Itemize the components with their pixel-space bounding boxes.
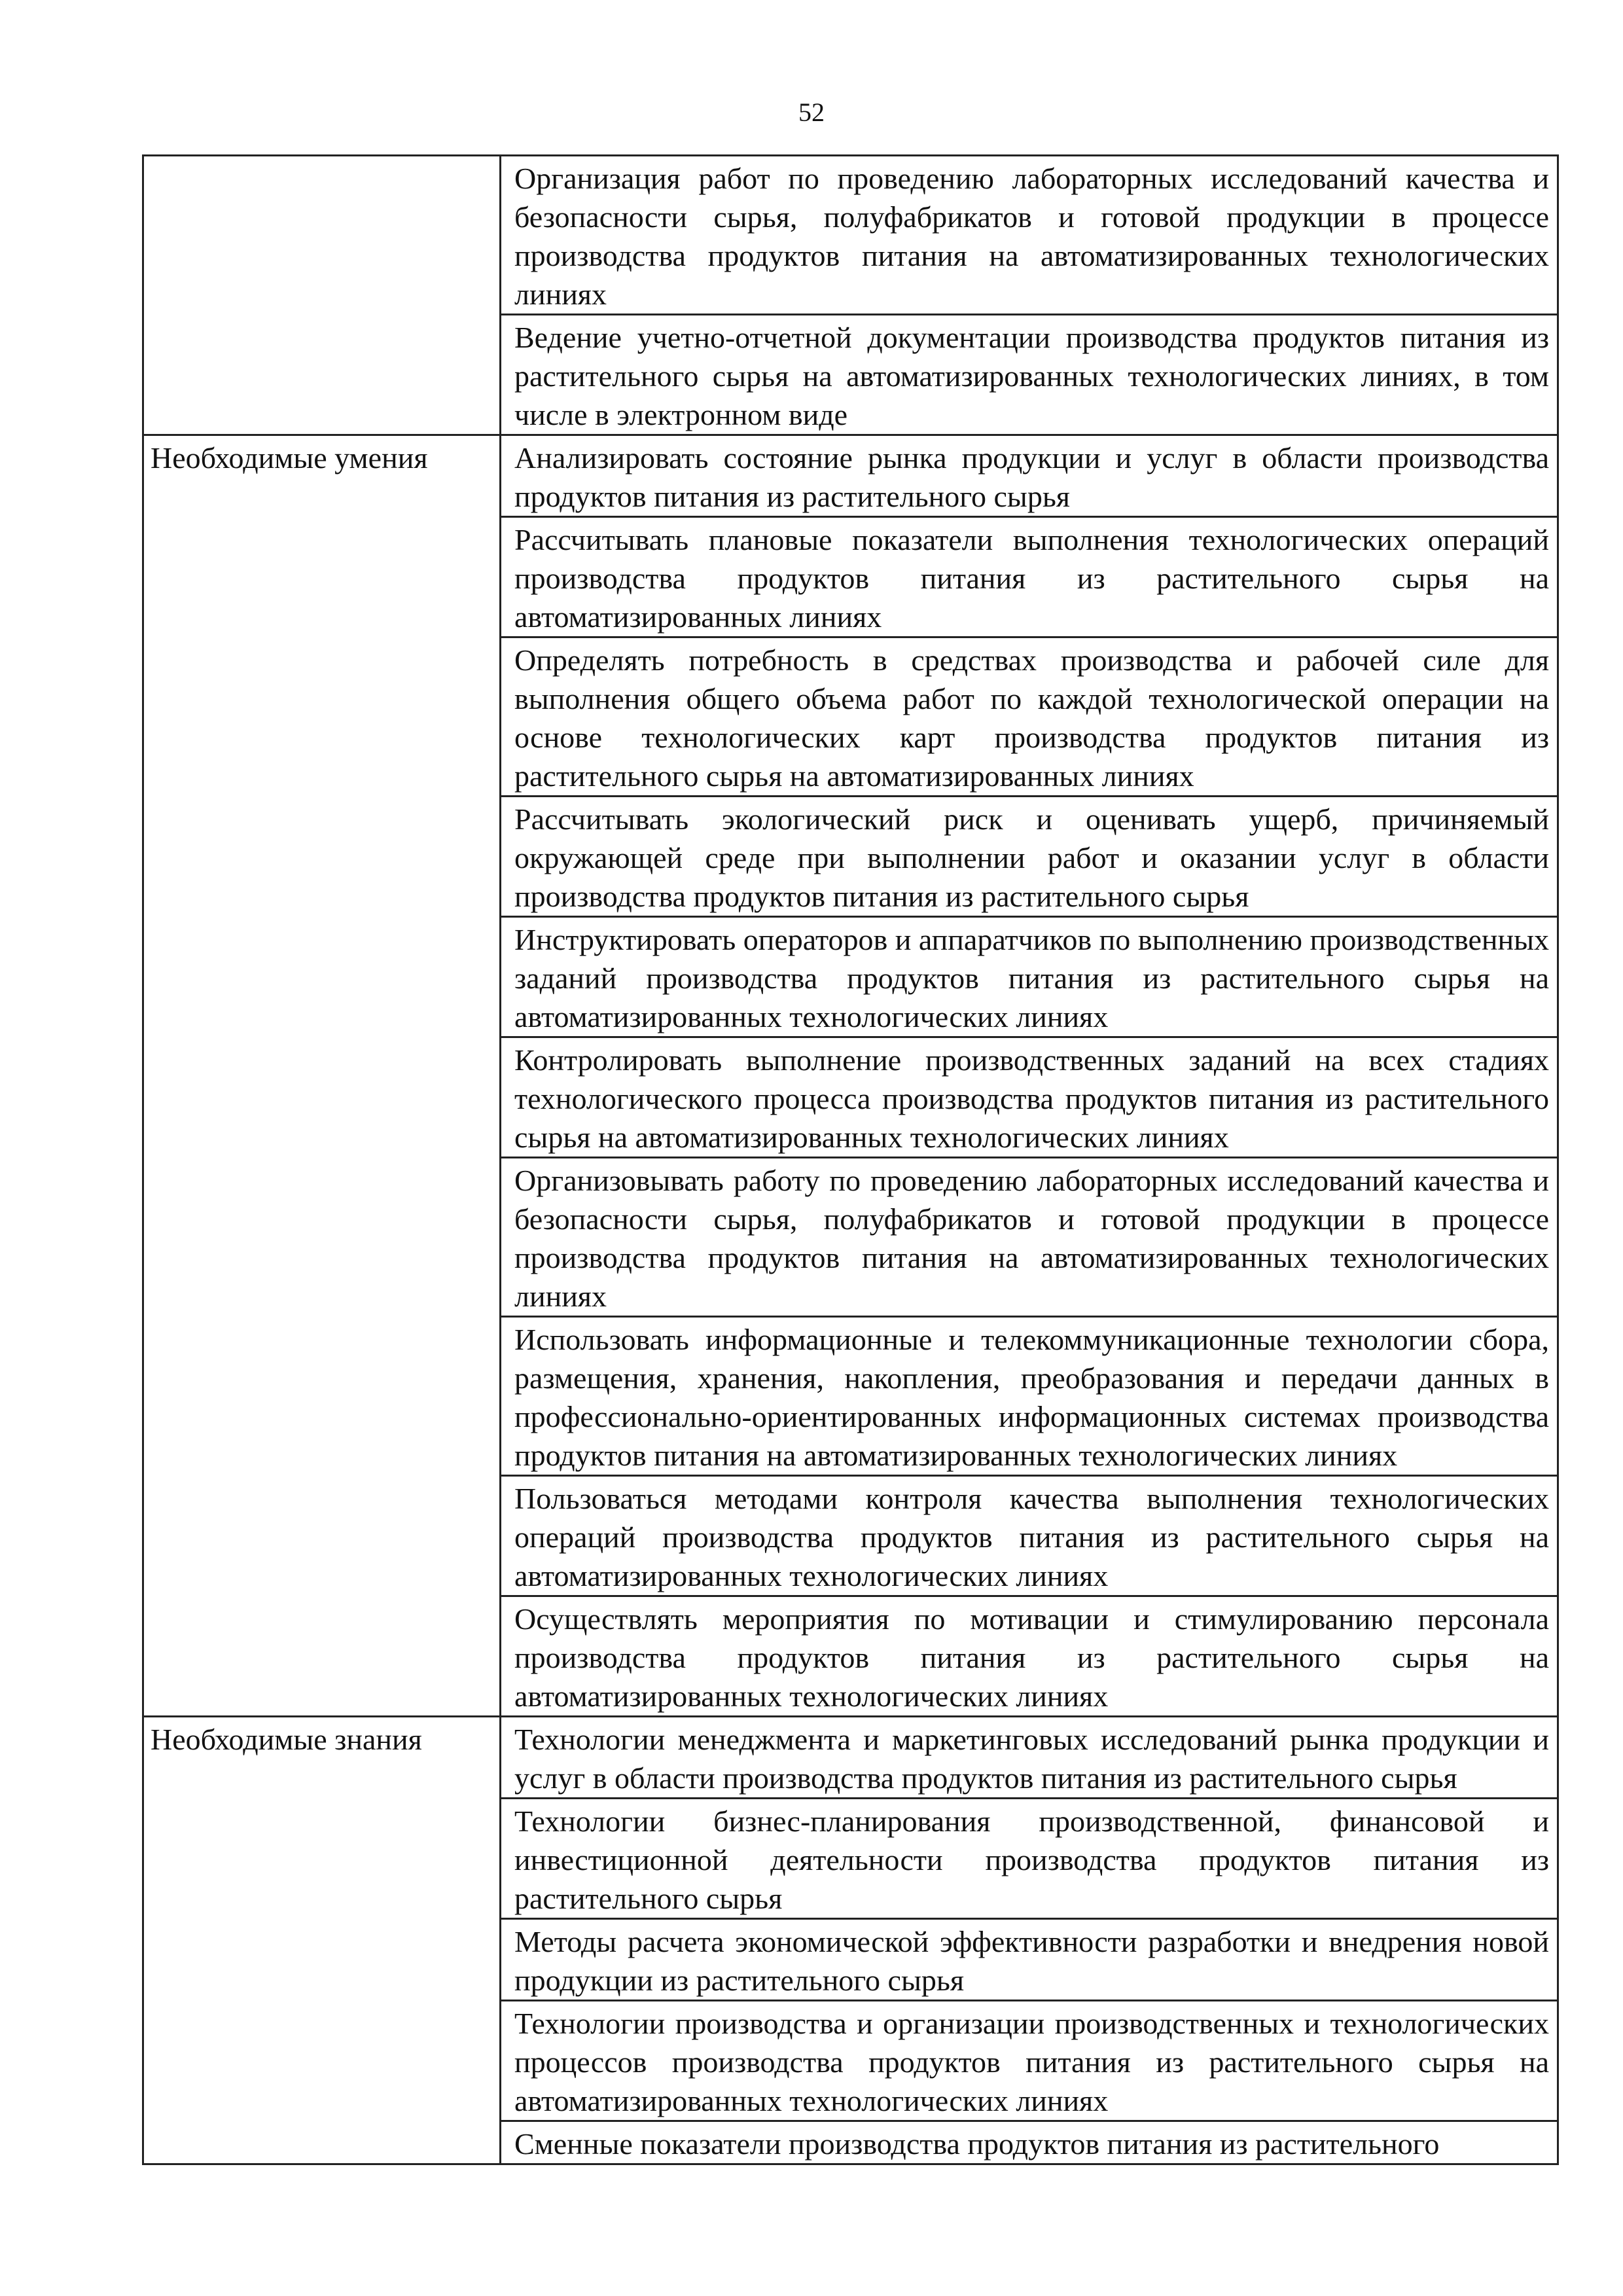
- table-row: Технологии производства и организации производственных и технологических процессов производства продуктов питания из растительного сырья на автоматизированных технологических линиях: [501, 2001, 1557, 2122]
- table-row: Ведение учетно-отчетной документации производства продуктов питания из растительного сырья на автоматизированных технологических линиях, в том числе в электронном виде: [514, 321, 1549, 431]
- table-row: Осуществлять мероприятия по мотивации и стимулированию персонала производства продуктов питания из растительного сырья на автоматизированных технологических линиях: [514, 1602, 1549, 1713]
- table-row: Организовывать работу по проведению лабораторных исследований качества и безопасности сырья, полуфабрикатов и готовой продукции в процессе производства продуктов питания на автоматизированных технологических линиях: [501, 1158, 1557, 1318]
- table-row: Сменные показатели производства продуктов питания из растительного: [514, 2127, 1440, 2161]
- section-label: Необходимые знания: [144, 1717, 501, 2163]
- table-section-skills: [144, 436, 1559, 1717]
- table-row: Контролировать выполнение производственных заданий на всех стадиях технологического процесса производства продуктов питания из растительного сырья на автоматизированных технологических линиях: [501, 1038, 1557, 1158]
- table-row: Анализировать состояние рынка продукции и услуг в области производства продуктов питания из растительного сырья: [501, 436, 1557, 518]
- table-row: Технологии менеджмента и маркетинговых исследований рынка продукции и услуг в области производства продуктов питания из растительного сырья: [501, 1717, 1557, 1799]
- table-row: Методы расчета экономической эффективности разработки и внедрения новой продукции из растительного сырья: [501, 1920, 1557, 2001]
- section-label: Необходимые умения: [144, 436, 501, 1715]
- table-section-knowledge: [144, 1717, 1559, 2165]
- page-number: 52: [798, 98, 825, 127]
- section-items: [501, 156, 1559, 434]
- table-row: Рассчитывать плановые показатели выполнения технологических операций производства продуктов питания из растительного сырья на автоматизированных линиях: [501, 518, 1557, 638]
- table-row: Рассчитывать экологический риск и оценивать ущерб, причиняемый окружающей среде при выполнении работ и оказании услуг в области производства продуктов питания из растительного сырья: [501, 797, 1557, 918]
- table-row: Технологии бизнес-планирования производственной, финансовой и инвестиционной деятельности производства продуктов питания из растительного сырья: [501, 1799, 1557, 1920]
- table-row: Использовать информационные и телекоммуникационные технологии сбора, размещения, хранения, накопления, преобразования и передачи данных в профессионально-ориентированных информационных системах производства продуктов питания на автоматизированных технологических линиях: [501, 1318, 1557, 1477]
- competency-table: [142, 154, 1559, 2165]
- table-row: Организация работ по проведению лабораторных исследований качества и безопасности сырья, полуфабрикатов и готовой продукции в процессе производства продуктов питания на автоматизированных технологических линиях: [501, 156, 1557, 315]
- section-label: [144, 156, 501, 434]
- table-row: Пользоваться методами контроля качества выполнения технологических операций производства продуктов питания из растительного сырья на автоматизированных технологических линиях: [501, 1477, 1557, 1597]
- table-row: Определять потребность в средствах производства и рабочей силе для выполнения общего объема работ по каждой технологической операции на основе технологических карт производства продуктов питания из растительного сырья на автоматизированных линиях: [501, 638, 1557, 797]
- section-items: [501, 436, 1559, 1715]
- section-items: [501, 1717, 1559, 2163]
- table-section-continued: [144, 156, 1559, 436]
- table-row: Инструктировать операторов и аппаратчиков по выполнению производственных заданий производства продуктов питания из растительного сырья на автоматизированных технологических линиях: [501, 918, 1557, 1038]
